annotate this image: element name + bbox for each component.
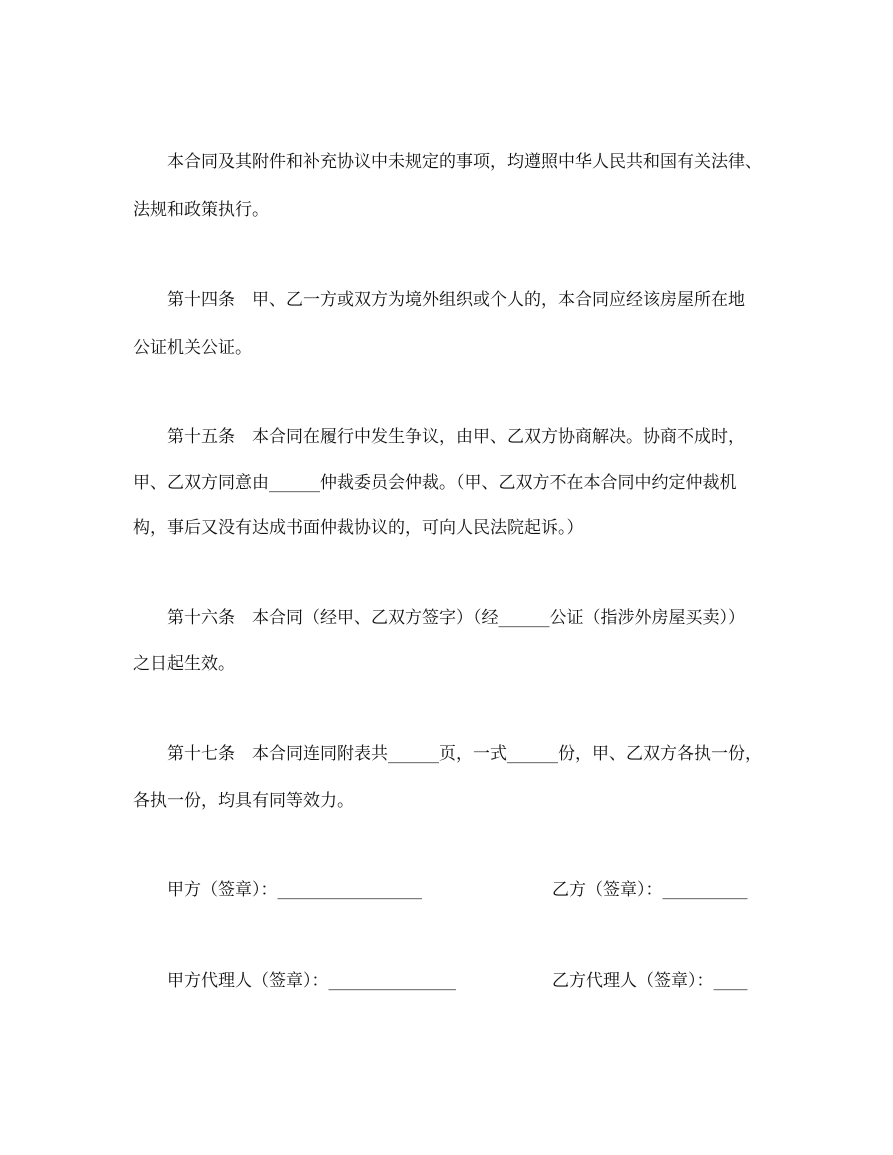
paragraph-line: 法规和政策执行。: [133, 200, 269, 220]
paragraph-line: 本合同及其附件和补充协议中未规定的事项，均遵照中华人民共和国有关法律、: [167, 152, 762, 172]
party-a-agent-signature: 甲方代理人（签章）：_______________: [167, 971, 456, 991]
article-15-line: 第十五条 本合同在履行中发生争议，由甲、乙双方协商解决。协商不成时，: [167, 427, 745, 447]
party-b-signature: 乙方（签章）：__________: [552, 880, 748, 900]
party-b-agent-signature: 乙方代理人（签章）：____: [552, 971, 748, 991]
article-17-line: 第十七条 本合同连同附表共______页，一式______份，甲、乙双方各执一份，: [167, 744, 762, 764]
article-14-line: 第十四条 甲、乙一方或双方为境外组织或个人的，本合同应经该房屋所在地: [167, 290, 745, 310]
article-16-line: 第十六条 本合同（经甲、乙双方签字）（经______公证（指涉外房屋买卖））: [167, 608, 745, 628]
article-14-line: 公证机关公证。: [133, 338, 252, 358]
article-16-line: 之日起生效。: [133, 654, 235, 674]
article-17-line: 各执一份，均具有同等效力。: [133, 791, 354, 811]
article-15-line: 构，事后又没有达成书面仲裁协议的，可向人民法院起诉。）: [133, 518, 584, 538]
party-a-signature: 甲方（签章）：_________________: [167, 880, 422, 900]
article-15-line: 甲、乙双方同意由______仲裁委员会仲裁。（甲、乙双方不在本合同中约定仲裁机: [133, 473, 737, 493]
